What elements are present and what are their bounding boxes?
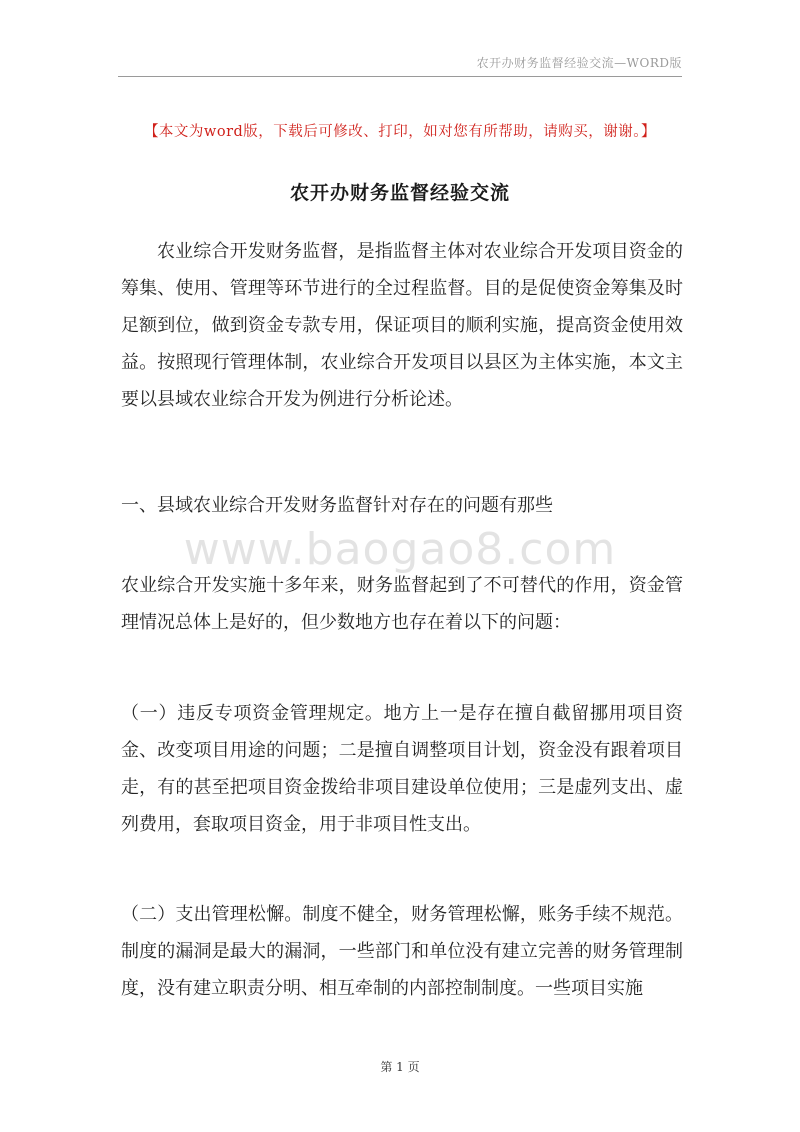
section-heading: 一、县域农业综合开发财务监督针对存在的问题有那些 xyxy=(121,495,553,516)
page-number: 第 1 页 xyxy=(380,1060,420,1074)
purchase-notice: 【本文为word版，下载后可修改、打印，如对您有所帮助，请购买，谢谢。】 xyxy=(143,124,657,140)
header-divider xyxy=(118,76,682,77)
document-title: 农开办财务监督经验交流 xyxy=(289,182,510,204)
running-header: 农开办财务监督经验交流—WORD版 xyxy=(476,56,682,70)
intro-paragraph: 农业综合开发财务监督，是指监督主体对农业综合开发项目资金的筹集、使用、管理等环节进行的全过程监督。目的是促使资金筹集及时足额到位，做到资金专款专用，保证项目的顺利实施，提高资金使用效益。按照现行管理体制，农业综合开发项目以县区为主体实施，本文主要以县域农业综合开发为例进行分析论述。 xyxy=(121,241,683,410)
item-one-paragraph: （一）违反专项资金管理规定。地方上一是存在擅自截留挪用项目资金、改变项目用途的问题；二是擅自调整项目计划，资金没有跟着项目走，有的甚至把项目资金拨给非项目建设单位使用；三是虚列支出、虚列费用，套取项目资金，用于非项目性支出。 xyxy=(121,703,683,835)
watermark: www.baogao8.com xyxy=(183,524,617,575)
overview-paragraph: 农业综合开发实施十多年来，财务监督起到了不可替代的作用，资金管理情况总体上是好的，但少数地方也存在着以下的问题： xyxy=(121,575,683,633)
item-two-paragraph: （二）支出管理松懈。制度不健全，财务管理松懈，账务手续不规范。制度的漏洞是最大的漏洞，一些部门和单位没有建立完善的财务管理制度，没有建立职责分明、相互牵制的内部控制制度。一些项目实施 xyxy=(121,904,683,999)
